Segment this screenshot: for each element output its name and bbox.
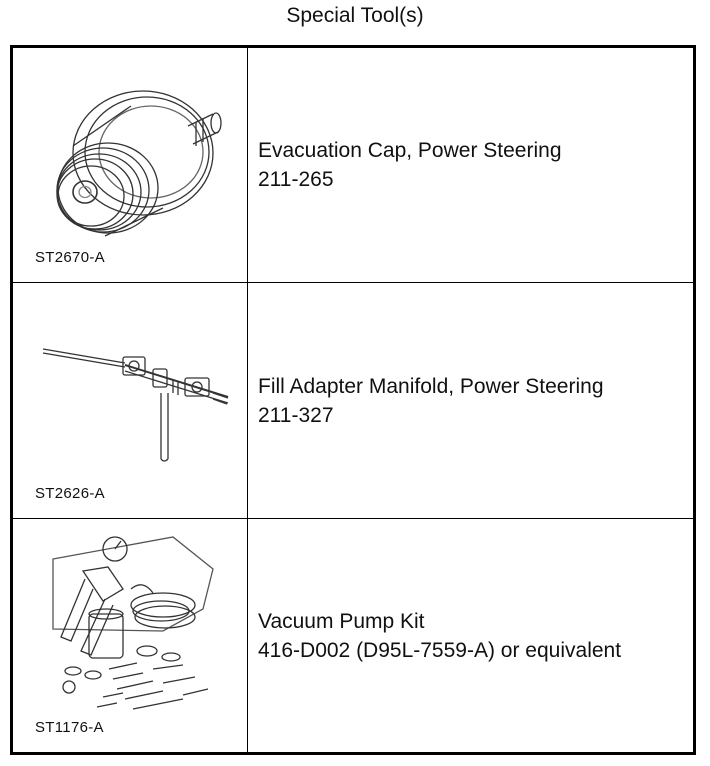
tool-image-cell: [13, 519, 248, 752]
tool-description-cell: [248, 48, 693, 282]
page-title: Special Tool(s): [286, 4, 424, 27]
tool-row: [13, 519, 693, 752]
tool-description-cell: [248, 283, 693, 518]
image-code: ST2626-A: [35, 485, 105, 502]
tool-name: Fill Adapter Manifold, Power Steering: [258, 374, 604, 398]
tool-image-cell: [13, 48, 248, 282]
tool-part-number: 211-265: [258, 168, 334, 191]
special-tools-table: [10, 45, 696, 755]
tool-name: Evacuation Cap, Power Steering: [258, 139, 562, 162]
image-code: ST2670-A: [35, 249, 105, 266]
fill-adapter-manifold-illustration-icon: [13, 283, 248, 519]
evacuation-cap-illustration-icon: [13, 48, 248, 283]
tool-row: [13, 283, 693, 519]
tool-row: [13, 48, 693, 283]
tool-image-cell: [13, 283, 248, 518]
tool-name: Vacuum Pump Kit: [258, 609, 425, 633]
vacuum-pump-kit-illustration-icon: [13, 519, 248, 752]
image-code: ST1176-A: [35, 719, 104, 736]
tool-description-cell: [248, 519, 693, 752]
tool-part-number: 416-D002 (D95L-7559-A) or equivalent: [258, 638, 622, 662]
tool-part-number: 211-327: [258, 403, 334, 427]
